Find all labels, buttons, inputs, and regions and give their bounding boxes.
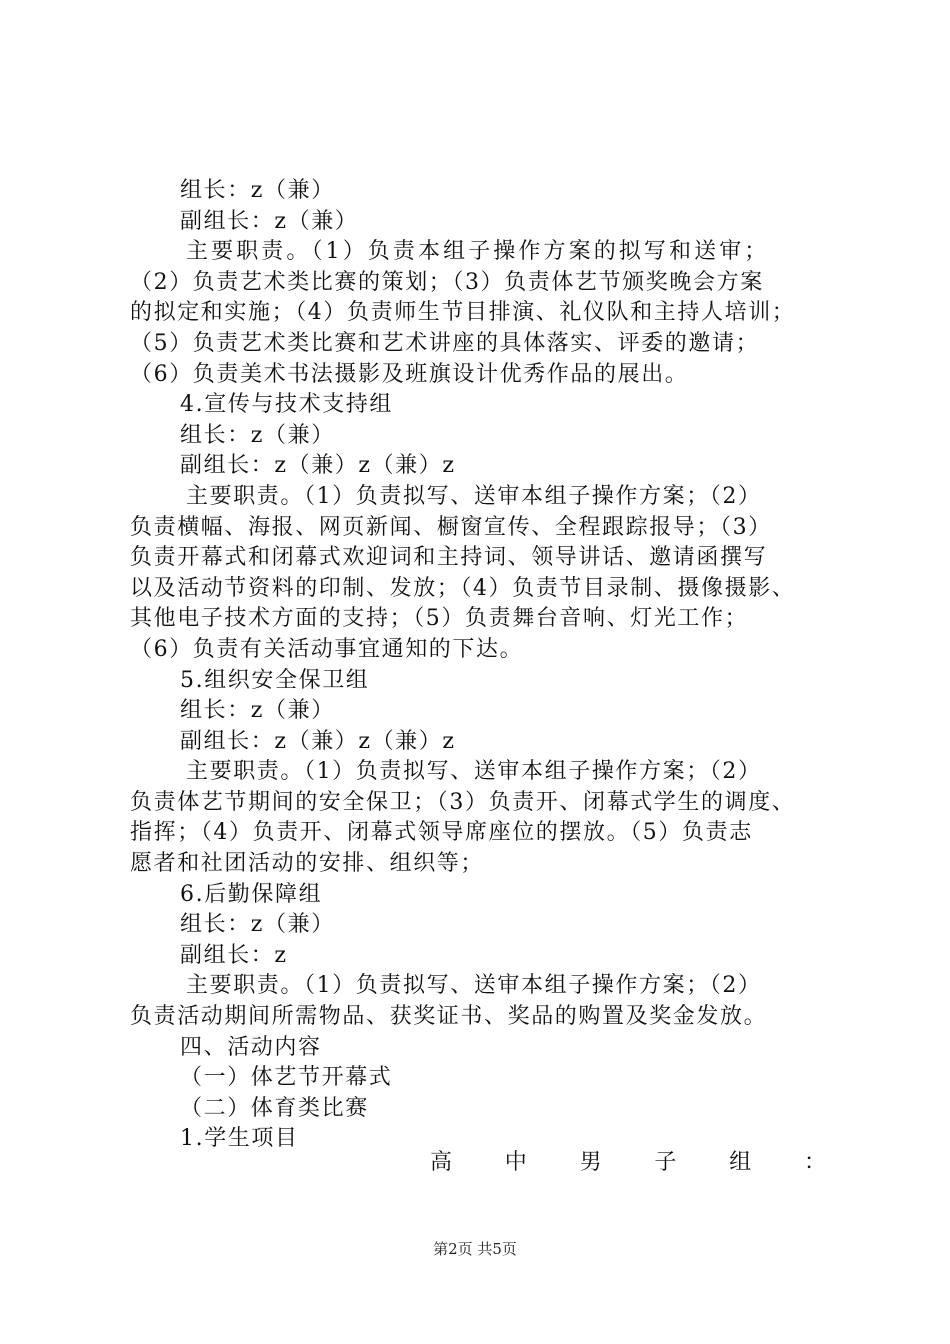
text-line: 副组长：z（兼）z（兼）z [180, 453, 456, 479]
spread-text-line [430, 1148, 826, 1179]
text-line: 指挥；（4）负责开、闭幕式领导席座位的摆放。（5）负责志 [130, 820, 753, 846]
section-heading: 6.后勤保障组 [180, 881, 323, 907]
text-line: 组长：z（兼） [180, 422, 335, 448]
text-line: 主要职责。（1）负责本组子操作方案的拟写和送审； [186, 239, 770, 265]
text-line: 组长：z（兼） [180, 912, 335, 938]
text-line: 主要职责。（1）负责拟写、送审本组子操作方案；（2） [186, 483, 762, 509]
spread-char: 子 [654, 1150, 677, 1175]
text-line: （2）负责艺术类比赛的策划；（3）负责体艺节颁奖晚会方案 [130, 269, 764, 295]
text-line: 负责横幅、海报、网页新闻、橱窗宣传、全程跟踪报导；（3） [130, 514, 772, 540]
text-line: 愿者和社团活动的安排、组织等； [130, 851, 485, 877]
spread-char: ： [803, 1150, 826, 1175]
text-line: 组长：z（兼） [180, 178, 335, 203]
text-line: 负责活动期间所需物品、获奖证书、奖品的购置及奖金发放。 [130, 1004, 768, 1030]
text-line: 副组长：z（兼）z（兼）z [180, 728, 456, 754]
text-line: 其他电子技术方面的支持；（5）负责舞台音响、灯光工作； [130, 606, 749, 632]
text-line: （6）负责美术书法摄影及班旗设计优秀作品的展出。 [130, 361, 689, 387]
section-heading: 4.宣传与技术支持组 [180, 392, 393, 418]
text-line: 以及活动节资料的印制、发放；（4）负责节目录制、摄像摄影、 [130, 575, 796, 601]
spread-char: 男 [579, 1150, 602, 1175]
spread-char: 中 [504, 1150, 527, 1175]
text-line: （5）负责艺术类比赛和艺术讲座的具体落实、评委的邀请； [130, 330, 760, 356]
section-heading: 四、活动内容 [180, 1034, 322, 1060]
spread-char: 组 [729, 1150, 752, 1175]
subsection-heading: （一）体艺节开幕式 [180, 1065, 393, 1091]
document-body [130, 176, 830, 1155]
text-line: （6）负责有关活动事宜通知的下达。 [130, 636, 524, 662]
text-line: 负责开幕式和闭幕式欢迎词和主持词、领导讲话、邀请函撰写 [130, 545, 768, 571]
text-line: 副组长：z [180, 942, 288, 968]
text-line: 主要职责。（1）负责拟写、送审本组子操作方案；（2） [186, 973, 762, 999]
text-line: 的拟定和实施；（4）负责师生节目排演、礼仪队和主持人培训； [130, 300, 796, 326]
text-line: 负责体艺节期间的安全保卫；（3）负责开、闭幕式学生的调度、 [130, 789, 796, 815]
page-footer: 第2页 共5页 [433, 1240, 517, 1258]
text-line: 主要职责。（1）负责拟写、送审本组子操作方案；（2） [186, 759, 762, 785]
spread-char: 高 [430, 1150, 453, 1175]
subsection-heading: （二）体育类比赛 [180, 1095, 369, 1121]
text-line: 1.学生项目 [180, 1126, 299, 1152]
text-line: 组长：z（兼） [180, 698, 335, 724]
section-heading: 5.组织安全保卫组 [180, 667, 370, 693]
text-line: 副组长：z（兼） [180, 208, 359, 234]
